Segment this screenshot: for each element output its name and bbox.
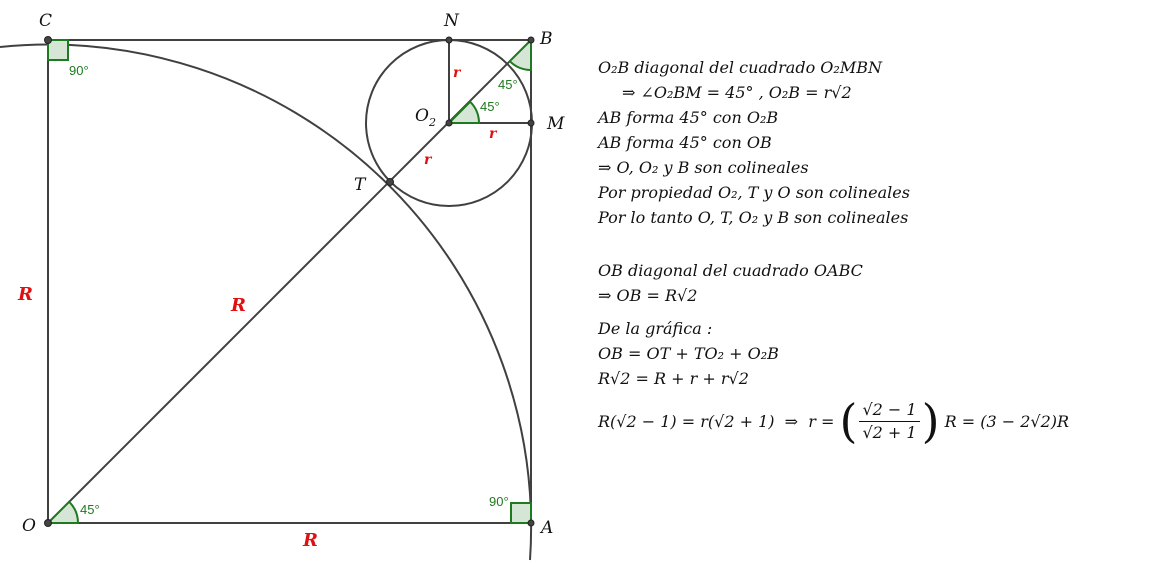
measure-R-bottom: R — [303, 530, 318, 551]
angle-label-C: 90° — [69, 63, 89, 78]
fraction-numerator: √2 − 1 — [859, 399, 919, 422]
point-T — [387, 179, 394, 186]
proof-line-5: ⇒ O, O₂ y B son colineales — [598, 158, 809, 177]
right-paren: ) — [921, 394, 940, 448]
angle-mark-O — [48, 502, 78, 523]
proof-line-4: AB forma 45° con OB — [598, 133, 772, 152]
proof-line-3: AB forma 45° con O₂B — [598, 108, 779, 127]
proof-line-13b: R = (3 − 2√2)R — [939, 411, 1070, 431]
fraction — [859, 399, 919, 444]
point-N — [446, 37, 452, 43]
proof-line-13 — [598, 391, 1148, 451]
label-B: B — [540, 29, 553, 49]
label-M: M — [547, 114, 565, 134]
angle-label-A: 90° — [489, 494, 509, 509]
right-angle-mark-C — [48, 40, 68, 60]
proof-text — [598, 55, 1148, 451]
label-T: T — [354, 175, 366, 195]
measure-r-vertical: r — [453, 65, 461, 81]
proof-line-11: OB = OT + TO₂ + O₂B — [598, 344, 779, 363]
label-N: N — [444, 11, 459, 31]
angle-label-O: 45° — [80, 502, 100, 517]
proof-line-9: ⇒ OB = R√2 — [598, 286, 698, 305]
left-paren: ( — [839, 394, 858, 448]
proof-line-10: De la gráfica : — [598, 319, 713, 338]
measure-r-horizontal: r — [489, 126, 497, 142]
measure-R-diagonal: R — [231, 295, 246, 316]
fraction-denominator: √2 + 1 — [862, 422, 917, 442]
label-O: O — [22, 516, 36, 536]
right-angle-mark-A — [511, 503, 531, 523]
point-O2 — [446, 120, 452, 126]
angle-label-O2: 45° — [480, 99, 500, 114]
proof-line-2: ⇒ ∠O₂BM = 45° , O₂B = r√2 — [622, 83, 852, 102]
point-B — [528, 37, 534, 43]
point-O — [45, 520, 52, 527]
label-O2: $O_2$ — [415, 106, 436, 129]
angle-label-B: 45° — [498, 77, 518, 92]
label-A: A — [541, 518, 554, 538]
proof-line-1: O₂B diagonal del cuadrado O₂MBN — [598, 58, 882, 77]
proof-line-7: Por lo tanto O, T, O₂ y B son colineales — [598, 208, 909, 227]
proof-line-8: OB diagonal del cuadrado OABC — [598, 261, 863, 280]
angle-mark-O2 — [449, 102, 479, 123]
label-C: C — [39, 11, 53, 31]
point-M — [528, 120, 534, 126]
proof-line-13a: R(√2 − 1) = r(√2 + 1) ⇒ r = — [598, 411, 840, 431]
proof-line-12: R√2 = R + r + r√2 — [598, 369, 749, 388]
measure-R-left: R — [18, 284, 33, 305]
point-C — [45, 37, 52, 44]
point-A — [528, 520, 534, 526]
proof-line-6: Por propiedad O₂, T y O son colineales — [598, 183, 910, 202]
measure-r-diagonal: r — [424, 152, 432, 168]
angle-mark-B — [510, 40, 531, 70]
